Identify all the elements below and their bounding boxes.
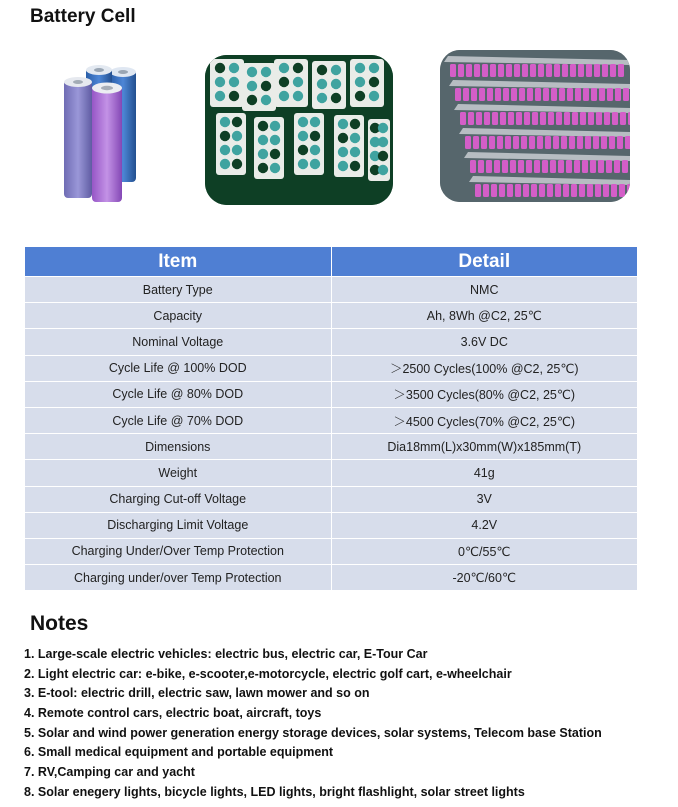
- table-row: [25, 381, 638, 407]
- spec-detail-cell: 4.2V: [331, 512, 638, 538]
- column-header-item: Item: [25, 247, 332, 277]
- notes-list: [24, 645, 664, 803]
- spec-item-cell: Weight: [25, 460, 332, 486]
- list-item: 8. Solar enegery lights, bicycle lights, LED lights, bright flashlight, solar street lights: [24, 784, 525, 799]
- spec-item-cell: Dimensions: [25, 434, 332, 460]
- list-item: 7. RV,Camping car and yacht: [24, 765, 195, 780]
- table-row: [25, 407, 638, 433]
- spec-detail-cell: 3.6V DC: [331, 329, 638, 355]
- list-item: 2. Light electric car: e-bike, e-scooter,e-motorcycle, electric golf cart, e-wheelchair: [24, 666, 512, 681]
- spec-item-cell: Nominal Voltage: [25, 329, 332, 355]
- table-row: [25, 565, 638, 591]
- table-row: [25, 277, 638, 303]
- spec-detail-cell: 0℃/55℃: [331, 538, 638, 564]
- spec-item-cell: Cycle Life @ 80% DOD: [25, 381, 332, 407]
- spec-item-cell: Charging under/over Temp Protection: [25, 565, 332, 591]
- column-header-detail: Detail: [331, 247, 638, 277]
- cell-holder-assembly-photo: [205, 55, 393, 205]
- table-row: [25, 460, 638, 486]
- table-row: [25, 303, 638, 329]
- spec-detail-cell: NMC: [331, 277, 638, 303]
- section-title-battery-cell: Battery Cell: [30, 6, 136, 27]
- section-title-notes: Notes: [30, 612, 89, 635]
- spec-detail-cell: -20℃/60℃: [331, 565, 638, 591]
- list-item: 3. E-tool: electric drill, electric saw, lawn mower and so on: [24, 686, 370, 701]
- spec-detail-cell: ＞3500 Cycles(80% @C2, 25℃): [331, 381, 638, 407]
- spec-item-cell: Discharging Limit Voltage: [25, 512, 332, 538]
- list-item: 4. Remote control cars, electric boat, aircraft, toys: [24, 706, 322, 721]
- spec-detail-cell: Ah, 8Wh @C2, 25℃: [331, 303, 638, 329]
- spec-item-cell: Charging Under/Over Temp Protection: [25, 538, 332, 564]
- spec-item-cell: Battery Type: [25, 277, 332, 303]
- list-item: 5. Solar and wind power generation energy storage devices, solar systems, Telecom base Station: [24, 725, 602, 740]
- table-row: [25, 512, 638, 538]
- table-row: [25, 329, 638, 355]
- table-header-row: [25, 247, 638, 277]
- pack-assembly-line-photo: [440, 50, 630, 202]
- cylindrical-cells-photo: [50, 58, 158, 206]
- list-item: 1. Large-scale electric vehicles: electric bus, electric car, E-Tour Car: [24, 647, 428, 661]
- spec-item-cell: Capacity: [25, 303, 332, 329]
- spec-detail-cell: 41g: [331, 460, 638, 486]
- list-item: 6. Small medical equipment and portable equipment: [24, 745, 334, 760]
- spec-detail-cell: ＞4500 Cycles(70% @C2, 25℃): [331, 407, 638, 433]
- spec-detail-cell: 3V: [331, 486, 638, 512]
- spec-item-cell: Cycle Life @ 100% DOD: [25, 355, 332, 381]
- table-row: [25, 355, 638, 381]
- table-row: [25, 434, 638, 460]
- spec-detail-cell: ＞2500 Cycles(100% @C2, 25℃): [331, 355, 638, 381]
- table-row: [25, 538, 638, 564]
- specification-table: [24, 246, 638, 591]
- spec-detail-cell: Dia18mm(L)x30mm(W)x185mm(T): [331, 434, 638, 460]
- spec-item-cell: Charging Cut-off Voltage: [25, 486, 332, 512]
- table-row: [25, 486, 638, 512]
- spec-item-cell: Cycle Life @ 70% DOD: [25, 407, 332, 433]
